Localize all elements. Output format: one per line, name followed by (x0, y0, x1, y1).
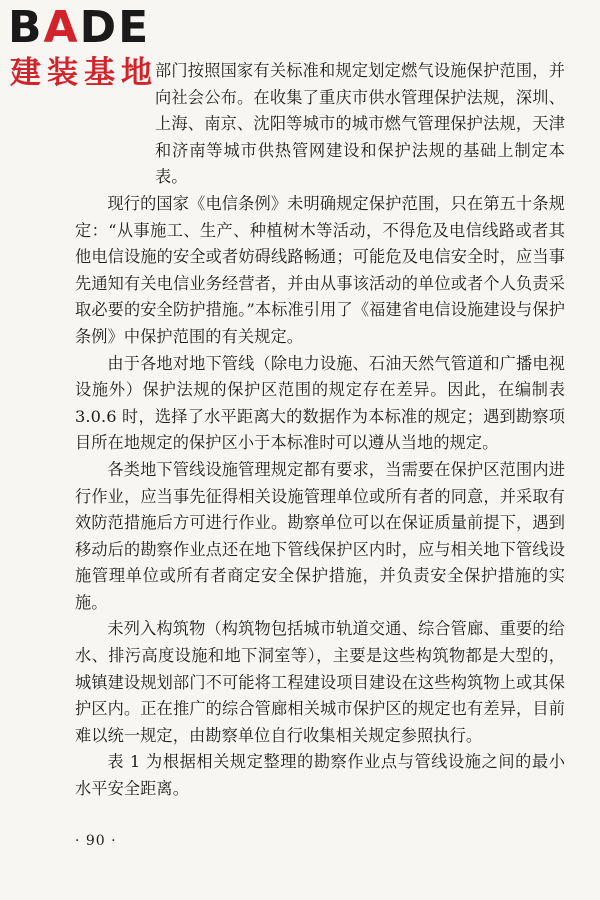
body-text (75, 58, 565, 803)
paragraph-2: 现行的国家《电信条例》未明确规定保护范围，只在第五十条规定：“从事施工、生产、种植树木等活动，不得危及电信线路或者其他电信设施的安全或者妨碍线路畅通；可能危及电信安全时，应当事先通知有关电信业务经营者，并由从事该活动的单位或者个人负责采取必要的安全防护措施。”本标准引用了《福建省电信设施建设与保护条例》中保护范围的有关规定。 (75, 193, 565, 346)
page-number: · 90 · (75, 833, 117, 849)
paragraph-3: 由于各地对地下管线（除电力设施、石油天然气管道和广播电视设施外）保护法规的保护区范围的规定存在差异。因此，在编制表 3.0.6 时，选择了水平距离大的数据作为本标准的规定；遇到勘察项目所在地规定的保护区小于本标准时可以遵从当地的规定。 (75, 353, 565, 453)
watermark-logo (8, 4, 183, 92)
logo-wordmark: BADE (8, 2, 151, 53)
logo-subtitle: 建装基地 (10, 55, 158, 91)
paragraph-5: 未列入构筑物（构筑物包括城市轨道交通、综合管廊、重要的给水、排污高度设施和地下洞室等），主要是这些构筑物都是大型的，城镇建设规划部门不可能将工程建设项目建设在这些构筑物上或其保护区内。正在推广的综合管廊相关城市保护区的规定也有差异，目前难以统一规定，由勘察单位自行收集相关规定参照执行。 (75, 619, 565, 745)
paragraph-1: 部门按照国家有关标准和规定划定燃气设施保护范围，并向社会公布。在收集了重庆市供水管理保护法规，深圳、上海、南京、沈阳等城市的城市燃气管理保护法规，天津和济南等城市供热管网建设和保护法规的基础上制定本表。 (155, 61, 565, 187)
paragraph-4: 各类地下管线设施管理规定都有要求，当需要在保护区范围内进行作业，应当事先征得相关设施管理单位或所有者的同意，并采取有效防范措施后方可进行作业。勘察单位可以在保证质量前提下，遇到移动后的勘察作业点还在地下管线保护区内时，应与相关地下管线设施管理单位或所有者商定安全保护措施，并负责安全保护措施的实施。 (75, 459, 565, 612)
paragraph-6: 表 1 为根据相关规定整理的勘察作业点与管线设施之间的最小水平安全距离。 (75, 752, 565, 799)
